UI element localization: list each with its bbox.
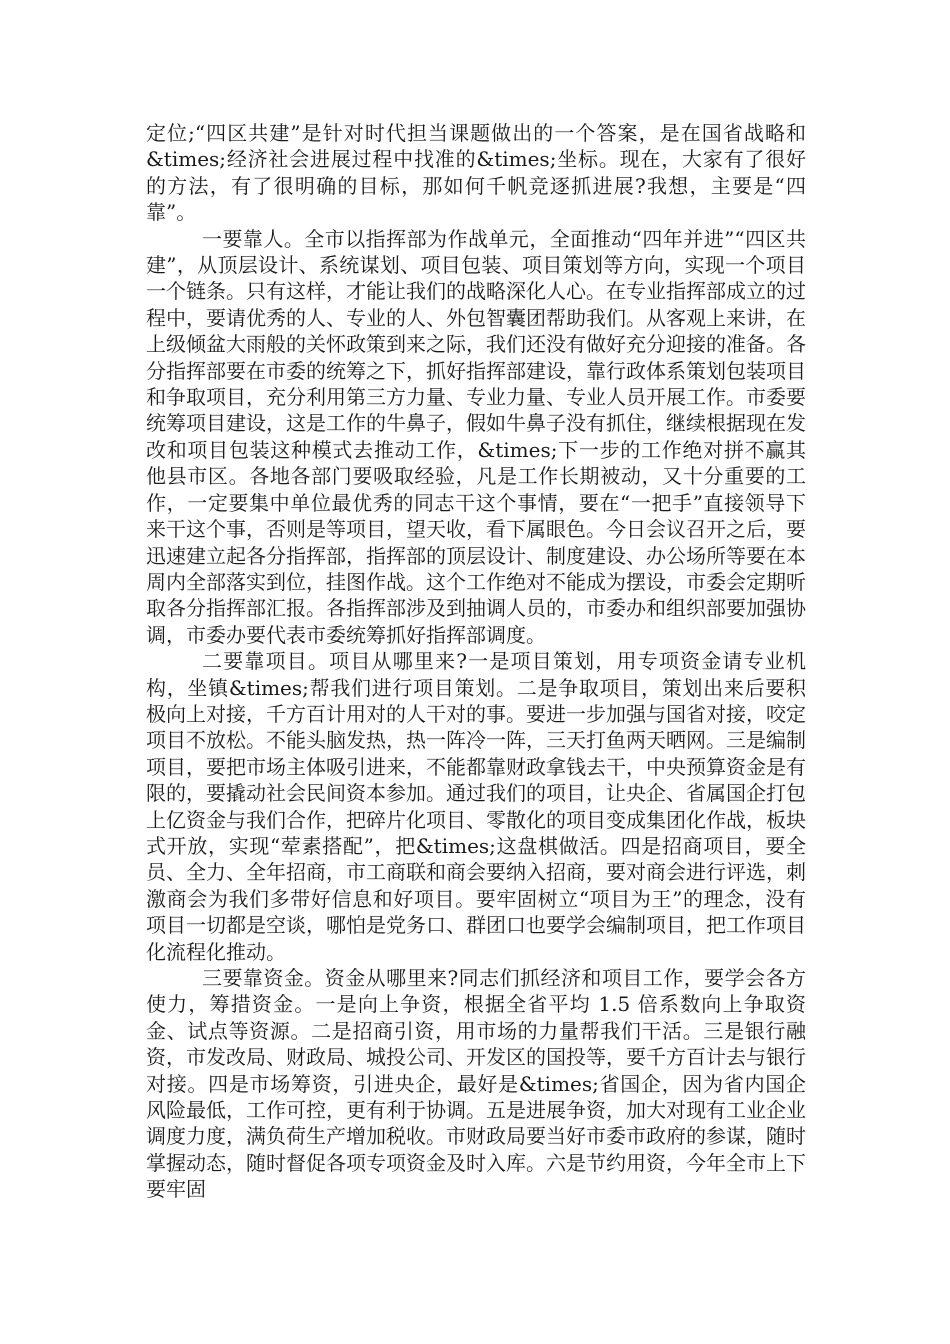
paragraph-rely-on-projects: 二要靠项目。项目从哪里来?一是项目策划，用专项资金请专业机构，坐镇&times;帮我们进行项目策划。二是争取项目，策划出来后要积极向上对接，千方百计用对的人干对的事。要进一步加强与国省对接，咬定项目不放松。不能头脑发热，热一阵冷一阵，三天打鱼两天晒网。三是编制项目，要把市场主体吸引进来，不能都靠财政拿钱去干，中央预算资金是有限的，要撬动社会民间资本参加。通过我们的项目，让央企、省属国企打包上亿资金与我们合作，把碎片化项目、零散化的项目变成集团化作战，板块式开放，实现“荤素搭配”，把&times;这盘棋做活。四是招商项目，要全员、全力、全年招商，市工商联和商会要纳入招商，要对商会进行评选，刺激商会为我们多带好信息和好项目。要牢固树立“项目为王”的理念，没有项目一切都是空谈，哪怕是党务口、群团口也要学会编制项目，把工作项目化流程化推动。 [146,649,806,964]
document-body [146,120,806,1203]
paragraph-positioning: 定位;“四区共建”是针对时代担当课题做出的一个答案，是在国省战略和&times;经济社会进展过程中找准的&times;坐标。现在，大家有了很好的方法，有了很明确的目标，那如何千帆竞逐抓进展?我想，主要是“四靠”。 [146,121,806,225]
paragraph-rely-on-funds: 三要靠资金。资金从哪里来?同志们抓经济和项目工作，要学会各方使力，筹措资金。一是向上争资，根据全省平均 1.5 倍系数向上争取资金、试点等资源。二是招商引资，用市场的力量帮我们干活。三是银行融资，市发改局、财政局、城投公司、开发区的国投等，要千方百计去与银行对接。四是市场筹资，引进央企，最好是&times;省国企，因为省内国企风险最低，工作可控，更有利于协调。五是进展争资，加大对现有工业企业调度力度，满负荷生产增加税收。市财政局要当好市委市政府的参谋，随时掌握动态，随时督促各项专项资金及时入库。六是节约用资，今年全市上下要牢固 [146,966,806,1202]
paragraph-rely-on-people: 一要靠人。全市以指挥部为作战单元，全面推动“四年并进”“四区共建”，从顶层设计、系统谋划、项目包装、项目策划等方向，实现一个项目一个链条。只有这样，才能让我们的战略深化人心。在专业指挥部成立的过程中，要请优秀的人、专业的人、外包智囊团帮助我们。从客观上来讲，在上级倾盆大雨般的关怀政策到来之际，我们还没有做好充分迎接的准备。各分指挥部要在市委的统筹之下，抓好指挥部建设，靠行政体系策划包装项目和争取项目，充分利用第三方力量、专业力量、专业人员开展工作。市委要统筹项目建设，这是工作的牛鼻子，假如牛鼻子没有抓住，继续根据现在发改和项目包装这种模式去推动工作，&times;下一步的工作绝对拼不赢其他县市区。各地各部门要吸取经验，凡是工作长期被动，又十分重要的工作，一定要集中单位最优秀的同志干这个事情，要在“一把手”直接领导下来干这个事，否则是等项目，望天收，看下属眼色。今日会议召开之后，要迅速建立起各分指挥部，指挥部的顶层设计、制度建设、办公场所等要在本周内全部落实到位，挂图作战。这个工作绝对不能成为摆设，市委会定期听取各分指挥部汇报。各指挥部涉及到抽调人员的，市委办和组织部要加强协调，市委办要代表市委统筹抓好指挥部调度。 [146,226,806,647]
